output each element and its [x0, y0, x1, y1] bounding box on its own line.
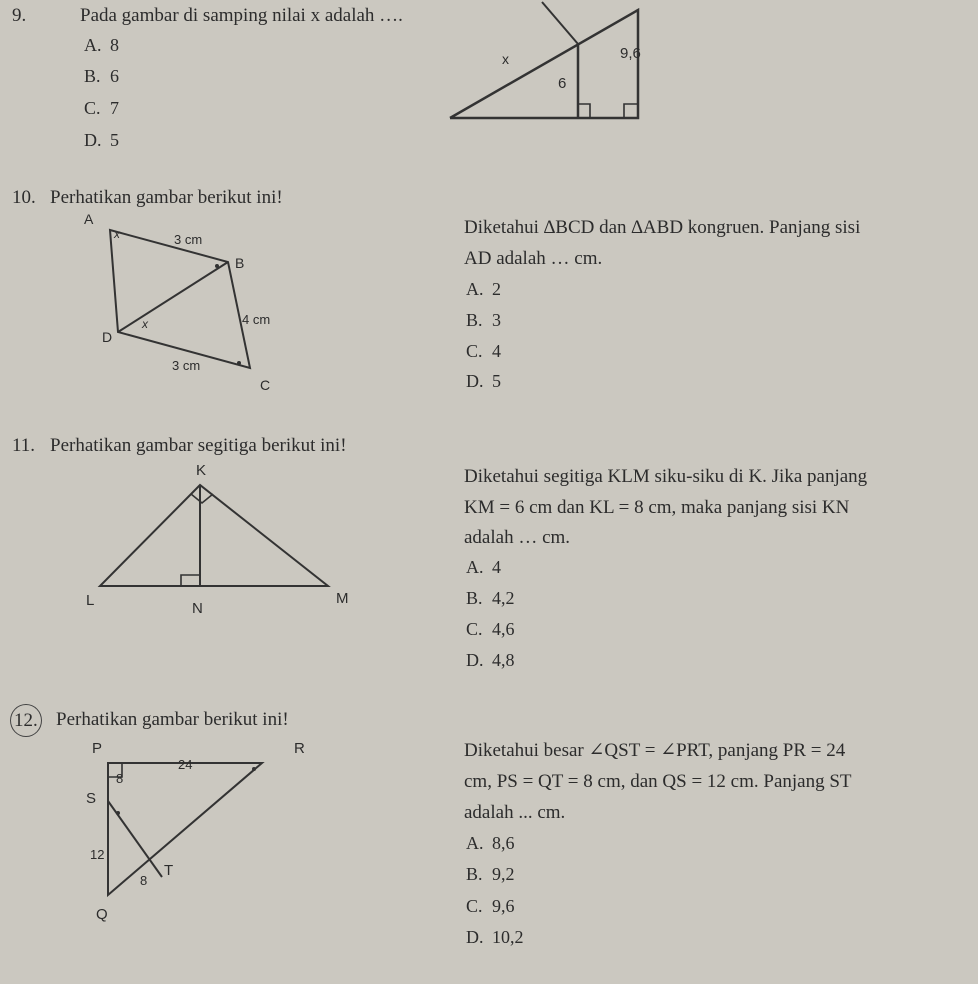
- q9-label-x: x: [502, 51, 509, 67]
- q12-option-d-value: 10,2: [492, 927, 524, 947]
- q10-option-d-value: 5: [492, 371, 501, 391]
- q11-option-d-letter: D.: [466, 650, 484, 670]
- q11-label-n: N: [192, 600, 203, 617]
- q11-option-a-value: 4: [492, 557, 501, 577]
- q11-option-c-value: 4,6: [492, 619, 515, 639]
- q12-option-b[interactable]: [466, 859, 515, 889]
- q10-option-b-value: 3: [492, 310, 501, 330]
- q12-triangle-figure: [80, 735, 320, 925]
- q10-option-a[interactable]: [466, 274, 501, 304]
- q12-line1: Diketahui besar ∠QST = ∠PRT, panjang PR = 24: [464, 740, 846, 761]
- q9-option-b-value: 6: [110, 66, 119, 86]
- q11-option-d-value: 4,8: [492, 650, 515, 670]
- q9-option-c[interactable]: [84, 93, 119, 123]
- q10-label-b: B: [235, 255, 245, 271]
- q11-option-b-letter: B.: [466, 588, 483, 608]
- q9-option-c-letter: C.: [84, 98, 101, 118]
- q9-option-a[interactable]: [84, 30, 119, 60]
- q10-option-d-letter: D.: [466, 371, 484, 391]
- q12-label-r: R: [294, 740, 305, 757]
- q11-label-k: K: [196, 462, 207, 479]
- q10-quadrilateral-figure: [80, 210, 300, 400]
- q9-option-d-value: 5: [110, 130, 119, 150]
- q10-label-dc: 3 cm: [172, 358, 201, 373]
- q11-number: 11.: [12, 435, 36, 456]
- q10-line1: Diketahui ∆BCD dan ∆ABD kongruen. Panjang sisi: [464, 217, 861, 238]
- q10-option-d[interactable]: [466, 366, 501, 396]
- q10-number: 10.: [12, 187, 36, 208]
- q9-option-a-letter: A.: [84, 35, 102, 55]
- q11-line3: adalah … cm.: [464, 527, 571, 548]
- q10-label-a: A: [84, 211, 94, 227]
- q12-label-q: Q: [96, 906, 108, 923]
- q10-option-a-letter: A.: [466, 279, 484, 299]
- q12-option-b-letter: B.: [466, 864, 483, 884]
- q10-label-ab: 3 cm: [174, 232, 203, 247]
- q12-option-c-letter: C.: [466, 896, 483, 916]
- q11-option-b[interactable]: [466, 583, 515, 613]
- q10-option-c-value: 4: [492, 341, 501, 361]
- q12-label-t: T: [164, 862, 174, 879]
- q12-label-sq: 12: [90, 847, 105, 862]
- q11-line2: KM = 6 cm dan KL = 8 cm, maka panjang sisi KN: [464, 497, 850, 518]
- q9-option-d-letter: D.: [84, 130, 102, 150]
- q12-title: Perhatikan gambar berikut ini!: [56, 709, 289, 730]
- q10-option-c[interactable]: [466, 336, 501, 366]
- q11-option-c-letter: C.: [466, 619, 483, 639]
- q11-option-d[interactable]: [466, 645, 515, 675]
- q10-line2: AD adalah … cm.: [464, 248, 603, 269]
- q10-label-d: D: [102, 329, 113, 345]
- q11-triangle-figure: [80, 455, 380, 625]
- q9-option-d[interactable]: [84, 125, 119, 155]
- q11-title: Perhatikan gambar segitiga berikut ini!: [50, 435, 347, 456]
- q12-option-d-letter: D.: [466, 927, 484, 947]
- q9-option-b[interactable]: [84, 61, 119, 91]
- q12-number: [10, 704, 42, 737]
- q10-label-x1: x: [114, 227, 120, 241]
- q12-label-ps: 8: [116, 771, 124, 786]
- q12-option-a-value: 8,6: [492, 833, 515, 853]
- q11-option-a-letter: A.: [466, 557, 484, 577]
- q9-triangle-figure: [440, 0, 660, 125]
- q12-label-pr: 24: [178, 757, 193, 772]
- q12-label-s: S: [86, 790, 97, 807]
- q12-number-circled: 12.: [10, 704, 42, 737]
- q12-option-a[interactable]: [466, 828, 515, 858]
- q9-option-a-value: 8: [110, 35, 119, 55]
- q12-label-p: P: [92, 740, 103, 757]
- q10-option-b[interactable]: [466, 305, 501, 335]
- q10-label-c: C: [260, 377, 271, 393]
- q12-line2: cm, PS = QT = 8 cm, dan QS = 12 cm. Panjang ST: [464, 771, 852, 792]
- q10-option-b-letter: B.: [466, 310, 483, 330]
- q12-option-b-value: 9,2: [492, 864, 515, 884]
- q11-option-a[interactable]: [466, 552, 501, 582]
- q11-label-l: L: [86, 592, 95, 609]
- q12-label-qt: 8: [140, 873, 148, 888]
- q11-label-m: M: [336, 590, 349, 607]
- q9-option-b-letter: B.: [84, 66, 101, 86]
- q9-label-6: 6: [558, 75, 567, 92]
- q9-number: 9.: [12, 5, 27, 26]
- q12-option-c[interactable]: [466, 891, 515, 921]
- q12-line3: adalah ... cm.: [464, 802, 566, 823]
- q11-line1: Diketahui segitiga KLM siku-siku di K. Jika panjang: [464, 466, 868, 487]
- q9-option-c-value: 7: [110, 98, 119, 118]
- q10-option-c-letter: C.: [466, 341, 483, 361]
- q12-option-d[interactable]: [466, 922, 524, 952]
- q10-title: Perhatikan gambar berikut ini!: [50, 187, 283, 208]
- q9-label-96: 9,6: [620, 45, 641, 62]
- q12-option-a-letter: A.: [466, 833, 484, 853]
- q10-label-bc: 4 cm: [242, 312, 271, 327]
- q10-label-x2: x: [142, 317, 148, 331]
- q11-option-c[interactable]: [466, 614, 515, 644]
- q10-option-a-value: 2: [492, 279, 501, 299]
- q9-question-text: Pada gambar di samping nilai x adalah ….: [80, 5, 403, 26]
- q11-option-b-value: 4,2: [492, 588, 515, 608]
- q12-option-c-value: 9,6: [492, 896, 515, 916]
